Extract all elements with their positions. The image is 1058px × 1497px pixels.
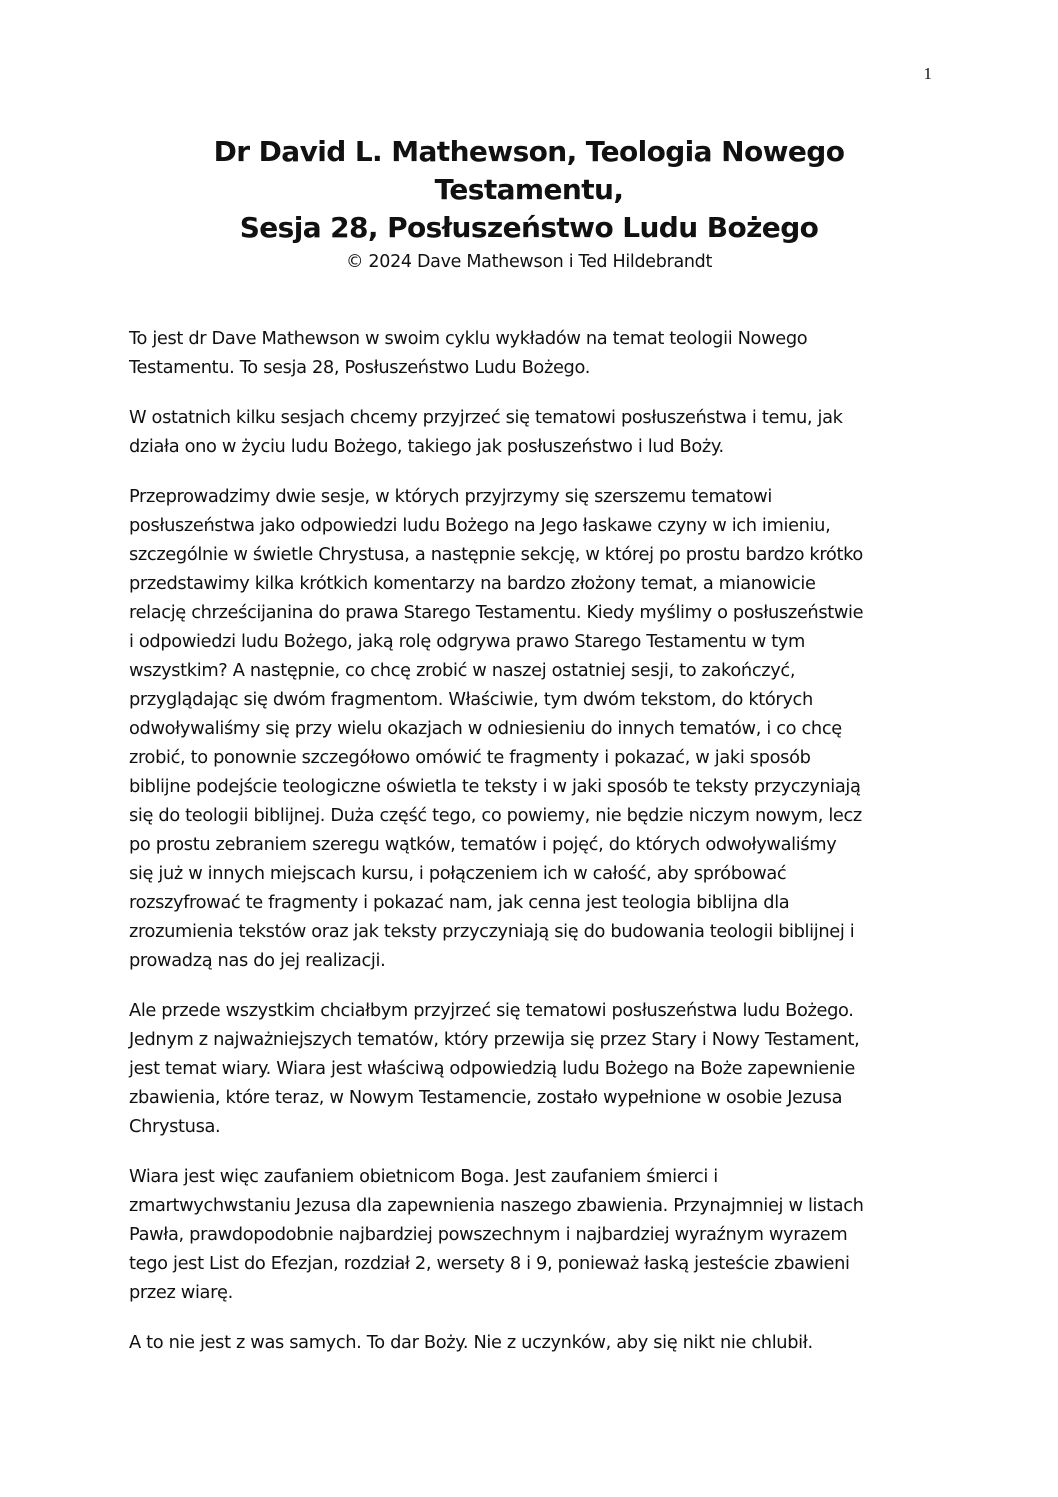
text-line: i odpowiedzi ludu Bożego, jaką rolę odgrywa prawo Starego Testamentu w tym — [129, 631, 806, 652]
title-line: Testamentu, — [434, 173, 624, 206]
text-line: szczególnie w świetle Chrystusa, a następnie sekcję, w której po prostu bardzo krótko — [129, 544, 863, 565]
paragraph — [129, 1162, 929, 1307]
paragraph — [129, 324, 929, 382]
text-line: Pawła, prawdopodobnie najbardziej powszechnym i najbardziej wyraźnym wyrazem — [129, 1224, 848, 1245]
text-line: przyglądając się dwóm fragmentom. Właściwie, tym dwóm tekstom, do których — [129, 689, 813, 710]
paragraph — [129, 403, 929, 461]
text-line: W ostatnich kilku sesjach chcemy przyjrzeć się tematowi posłuszeństwa i temu, jak — [129, 407, 843, 428]
paragraph — [129, 1328, 929, 1357]
text-line: przez wiarę. — [129, 1282, 233, 1303]
text-line: Chrystusa. — [129, 1116, 221, 1137]
text-line: tego jest List do Efezjan, rozdział 2, wersety 8 i 9, ponieważ łaską jesteście zbawieni — [129, 1253, 850, 1274]
text-line: Jednym z najważniejszych tematów, który przewija się przez Stary i Nowy Testament, — [129, 1029, 860, 1050]
text-line: rozszyfrować te fragmenty i pokazać nam, jak cenna jest teologia biblijna dla — [129, 892, 790, 913]
text-line: posłuszeństwa jako odpowiedzi ludu Bożego na Jego łaskawe czyny w ich imieniu, — [129, 515, 831, 536]
text-line: jest temat wiary. Wiara jest właściwą odpowiedzią ludu Bożego na Boże zapewnienie — [129, 1058, 855, 1079]
text-line: działa ono w życiu ludu Bożego, takiego jak posłuszeństwo i lud Boży. — [129, 436, 724, 457]
paragraph — [129, 996, 929, 1141]
text-line: się do teologii biblijnej. Duża część tego, co powiemy, nie będzie niczym nowym, lecz — [129, 805, 862, 826]
paragraph — [129, 482, 929, 975]
text-line: A to nie jest z was samych. To dar Boży. Nie z uczynków, aby się nikt nie chlubił. — [129, 1332, 813, 1353]
text-line: prowadzą nas do jej realizacji. — [129, 950, 386, 971]
text-line: się już w innych miejscach kursu, i połączeniem ich w całość, aby spróbować — [129, 863, 787, 884]
page-number: 1 — [923, 64, 932, 83]
text-line: wszystkim? A następnie, co chcę zrobić w naszej ostatniej sesji, to zakończyć, — [129, 660, 796, 681]
text-line: To jest dr Dave Mathewson w swoim cyklu wykładów na temat teologii Nowego — [129, 328, 808, 349]
text-line: przedstawimy kilka krótkich komentarzy na bardzo złożony temat, a mianowicie — [129, 573, 816, 594]
title-line: Sesja 28, Posłuszeństwo Ludu Bożego — [239, 211, 819, 244]
title-line: Dr David L. Mathewson, Teologia Nowego — [213, 135, 845, 168]
text-line: zrobić, to ponownie szczegółowo omówić te fragmenty i pokazać, w jaki sposób — [129, 747, 811, 768]
document-header — [130, 133, 928, 274]
text-line: zrozumienia tekstów oraz jak teksty przyczyniają się do budowania teologii biblijnej i — [129, 921, 855, 942]
text-line: zbawienia, które teraz, w Nowym Testamencie, zostało wypełnione w osobie Jezusa — [129, 1087, 843, 1108]
text-line: relację chrześcijanina do prawa Starego Testamentu. Kiedy myślimy o posłuszeństwie — [129, 602, 864, 623]
text-line: Wiara jest więc zaufaniem obietnicom Boga. Jest zaufaniem śmierci i — [129, 1166, 718, 1187]
text-line: Testamentu. To sesja 28, Posłuszeństwo Ludu Bożego. — [129, 357, 590, 378]
text-line: zmartwychwstaniu Jezusa dla zapewnienia naszego zbawienia. Przynajmniej w listach — [129, 1195, 864, 1216]
text-line: odwoływaliśmy się przy wielu okazjach w odniesieniu do innych tematów, i co chcę — [129, 718, 842, 739]
document-body — [129, 324, 929, 1378]
text-line: po prostu zebraniem szeregu wątków, tematów i pojęć, do których odwoływaliśmy — [129, 834, 837, 855]
text-line: Przeprowadzimy dwie sesje, w których przyjrzymy się szerszemu tematowi — [129, 486, 772, 507]
text-line: Ale przede wszystkim chciałbym przyjrzeć się tematowi posłuszeństwa ludu Bożego. — [129, 1000, 854, 1021]
copyright-notice: © 2024 Dave Mathewson i Ted Hildebrandt — [345, 252, 713, 272]
text-line: biblijne podejście teologiczne oświetla te teksty i w jaki sposób te teksty przyczyniają — [129, 776, 861, 797]
